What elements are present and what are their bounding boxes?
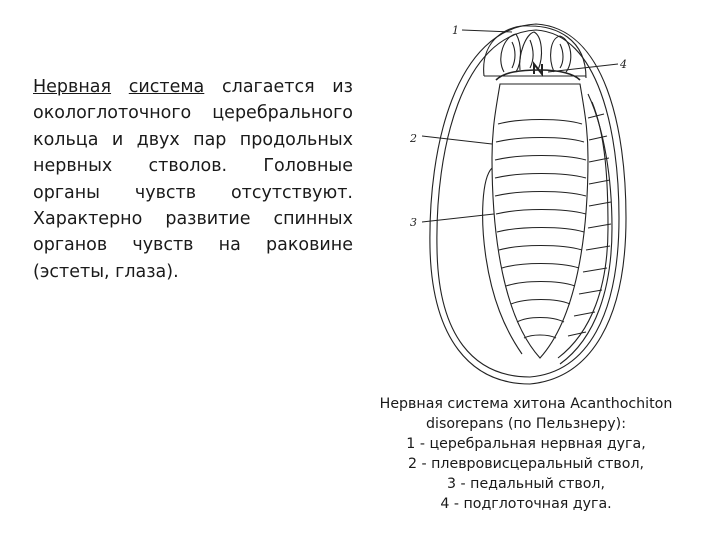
sublingual-arc-mark [534,64,542,74]
figure-caption [365,394,687,514]
caption-line: 3 - педальный ствол, [447,476,605,492]
chiton-nervous-system-diagram [400,18,640,390]
diagram-label-2: 2 [410,132,417,145]
body-outline-inner [437,30,619,377]
caption-line: 1 - церебральная нервная дуга, [406,436,646,452]
foot-column [492,84,588,358]
underlined-term-1: Нервная [33,77,112,97]
diagram-label-1: 1 [452,24,459,37]
cerebral-nerve-arc [496,70,580,80]
caption-line: 2 - плевровисцеральный ствол, [407,456,645,472]
caption-line: disorepans (по Пельзнеру): [426,416,626,432]
description-text [33,74,353,285]
caption-line: 4 - подглоточная дуга. [440,496,612,512]
underlined-term-2: система [128,77,205,97]
diagram-label-4: 4 [620,58,627,71]
caption-line: Нервная система хитона Acanthochiton [379,396,673,412]
description-body: слагается из окологлоточного церебрального кольца и двух пар продольных нервных стволов. Головные органы чувств отсутствуют. Характерно развитие спинных органов чувств на раковине (эстеты, глаза). [33,77,353,282]
diagram-label-3: 3 [410,216,417,229]
